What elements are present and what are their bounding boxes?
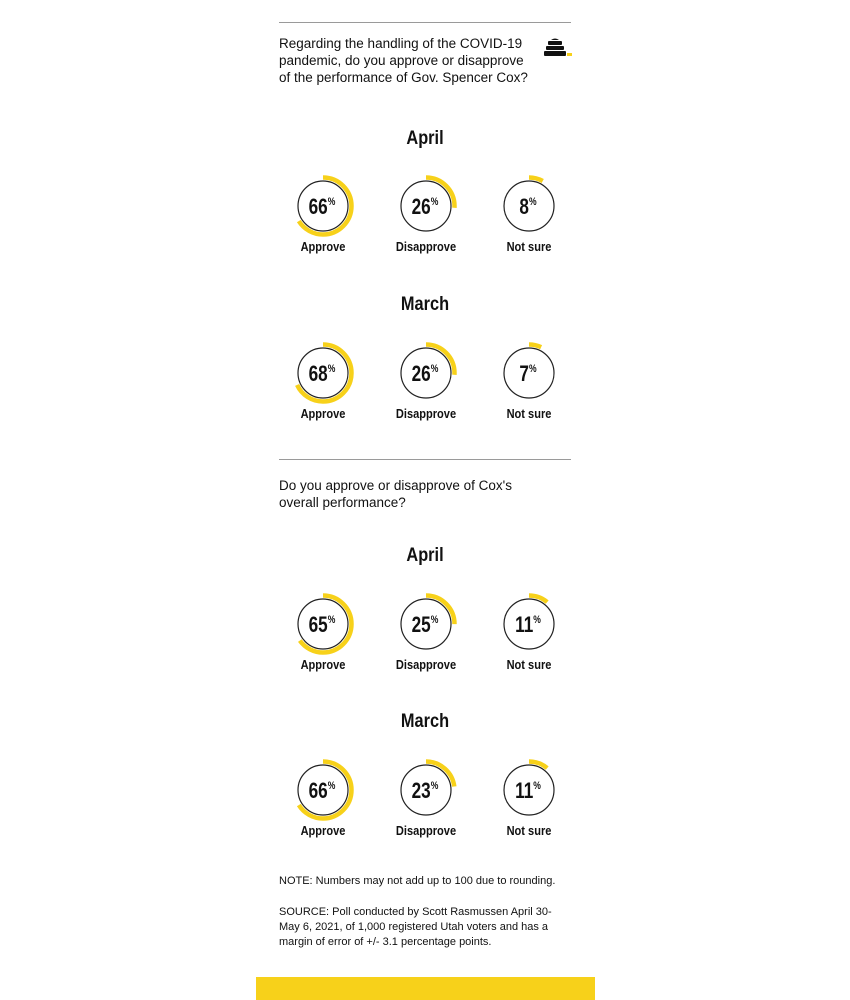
percent-sign: % [327, 780, 336, 793]
donut-svg [479, 757, 579, 857]
question-covid: Regarding the handling of the COVID-19 pandemic, do you approve or disapprove of the performance of Gov. Spencer Cox? [279, 36, 528, 85]
donut-value: 26% [411, 362, 439, 387]
category-label: Approve [300, 823, 346, 838]
category-label: Disapprove [395, 657, 457, 672]
donut-not-sure [479, 591, 579, 691]
percent-sign: % [533, 614, 541, 627]
section-divider [279, 459, 571, 460]
category-label: Not sure [506, 823, 552, 838]
donut-disapprove [376, 591, 476, 691]
donut-row [279, 340, 571, 440]
donut-approve [273, 757, 373, 857]
category-label: Approve [300, 657, 346, 672]
donut-value: 66% [308, 195, 336, 220]
donut-row [279, 757, 571, 857]
donut-row [279, 173, 571, 273]
category-label: Not sure [506, 239, 552, 254]
month-label: March [400, 711, 450, 732]
month-label: March [400, 294, 450, 315]
source-text: SOURCE: Poll conducted by Scott Rasmussen April 30-May 6, 2021, of 1,000 registered Utah voters and has a margin of error of +/- 3.1 percentage points. [279, 906, 552, 948]
donut-svg [273, 173, 373, 273]
donut-svg [273, 591, 373, 691]
category-label: Approve [300, 406, 346, 421]
beehive-icon [542, 36, 572, 60]
donut-svg [273, 340, 373, 440]
donut-row [279, 591, 571, 691]
donut-value: 7% [519, 362, 537, 387]
donut-value: 26% [411, 195, 439, 220]
category-label: Disapprove [395, 239, 457, 254]
donut-disapprove [376, 340, 476, 440]
percent-sign: % [327, 363, 336, 376]
percent-sign: % [430, 363, 439, 376]
donut-svg [479, 591, 579, 691]
percent-sign: % [327, 196, 336, 209]
percent-sign: % [430, 614, 439, 627]
donut-svg [376, 757, 476, 857]
donut-not-sure [479, 173, 579, 273]
footer-bar [256, 977, 595, 1000]
donut-value: 65% [308, 613, 336, 638]
donut-value: 11% [515, 779, 541, 804]
donut-approve [273, 173, 373, 273]
donut-value: 66% [308, 779, 336, 804]
donut-disapprove [376, 757, 476, 857]
donut-svg [273, 757, 373, 857]
question-overall: Do you approve or disapprove of Cox's overall performance? [279, 478, 512, 510]
donut-value: 23% [411, 779, 439, 804]
donut-svg [376, 173, 476, 273]
percent-sign: % [430, 780, 439, 793]
percent-sign: % [533, 780, 541, 793]
donut-svg [376, 340, 476, 440]
category-label: Disapprove [395, 823, 457, 838]
top-divider [279, 22, 571, 23]
donut-not-sure [479, 340, 579, 440]
category-label: Disapprove [395, 406, 457, 421]
percent-sign: % [327, 614, 336, 627]
category-label: Not sure [506, 406, 552, 421]
percent-sign: % [430, 196, 439, 209]
note-text: NOTE: Numbers may not add up to 100 due to rounding. [279, 875, 556, 887]
donut-value: 11% [515, 613, 541, 638]
donut-disapprove [376, 173, 476, 273]
donut-value: 8% [519, 195, 537, 220]
donut-svg [479, 340, 579, 440]
percent-sign: % [528, 363, 537, 376]
donut-value: 25% [411, 613, 439, 638]
donut-approve [273, 591, 373, 691]
donut-svg [376, 591, 476, 691]
donut-approve [273, 340, 373, 440]
donut-not-sure [479, 757, 579, 857]
category-label: Not sure [506, 657, 552, 672]
month-label: April [406, 128, 444, 149]
category-label: Approve [300, 239, 346, 254]
percent-sign: % [528, 196, 537, 209]
month-label: April [406, 545, 444, 566]
donut-value: 68% [308, 362, 336, 387]
donut-svg [479, 173, 579, 273]
